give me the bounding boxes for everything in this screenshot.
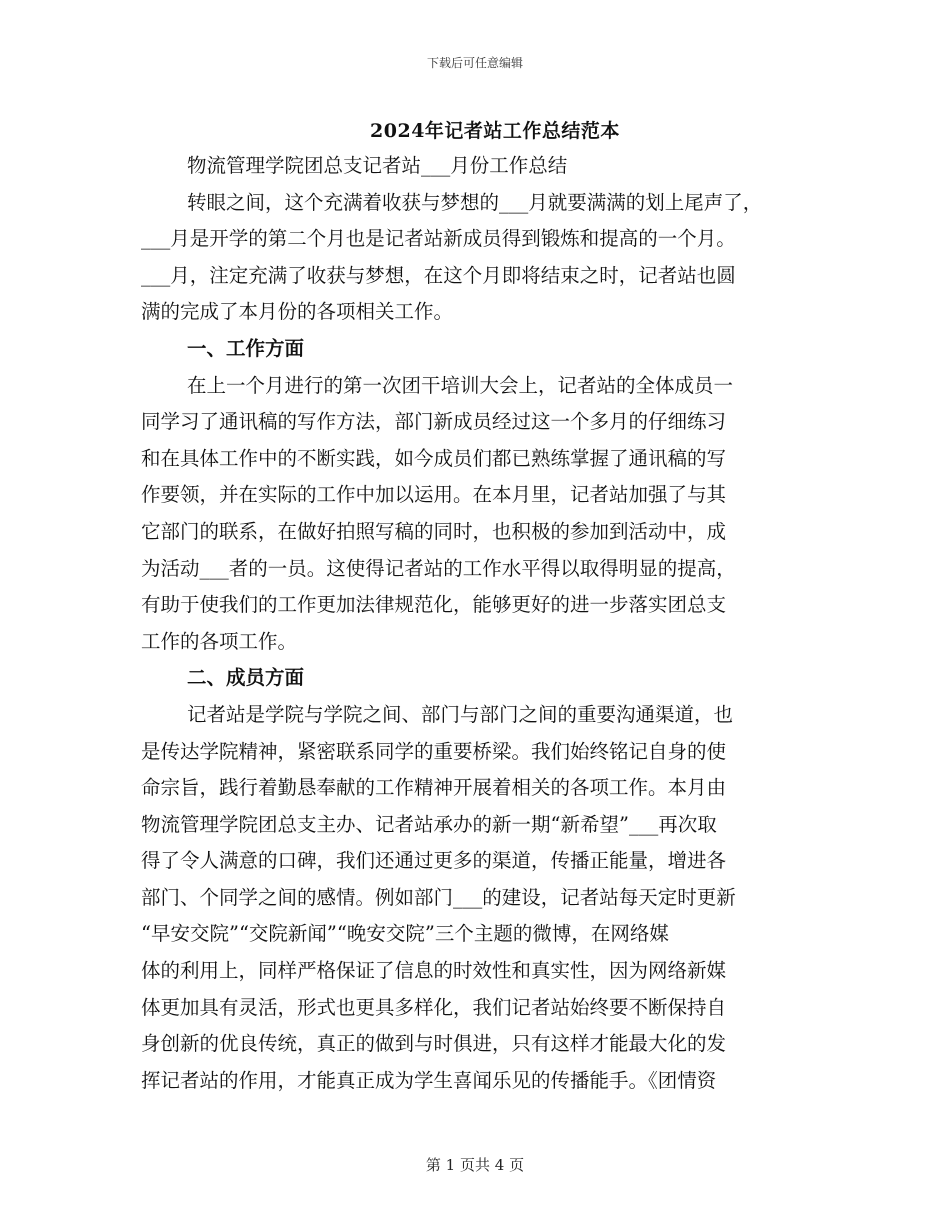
paragraph-line: 在上一个月进行的第一次团干培训大会上，记者站的全体成员一	[187, 373, 734, 397]
paragraph-line: 得了令人满意的口碑，我们还通过更多的渠道，传播正能量，增进各	[141, 849, 727, 873]
paragraph-line: 是传达学院精神，紧密联系同学的重要桥梁。我们始终铭记自身的使	[141, 739, 727, 763]
paragraph-line: 物流管理学院团总支主办、记者站承办的新一期“新希望”___再次取	[141, 812, 717, 836]
section-heading: 二、成员方面	[187, 666, 305, 690]
paragraph-line: 作要领，并在实际的工作中加以运用。在本月里，记者站加强了与其	[141, 483, 727, 507]
paragraph-line: 记者站是学院与学院之间、部门与部门之间的重要沟通渠道，也	[187, 702, 734, 726]
paragraph-line: 同学习了通讯稿的写作方法，部门新成员经过这一个多月的仔细练习	[141, 410, 727, 434]
paragraph-line: 为活动___者的一员。这使得记者站的工作水平得以取得明显的提高，	[141, 556, 736, 580]
paragraph-line: 体的利用上，同样严格保证了信息的时效性和真实性，因为网络新媒	[141, 959, 727, 983]
paragraph-line: 命宗旨，践行着勤恳奉献的工作精神开展着相关的各项工作。本月由	[141, 776, 727, 800]
paragraph-line: 有助于使我们的工作更加法律规范化，能够更好的进一步落实团总支	[141, 593, 727, 617]
paragraph-line: “早安交院”“交院新闻”“晚安交院”三个主题的微博，在网络媒	[141, 922, 669, 946]
paragraph-line: 满的完成了本月份的各项相关工作。	[141, 300, 454, 324]
paragraph-line: 工作的各项工作。	[141, 629, 298, 653]
paragraph-line: 身创新的优良传统，真正的做到与时俱进，只有这样才能最大化的发	[141, 1032, 727, 1056]
paragraph-line: ___月，注定充满了收获与梦想，在这个月即将结束之时，记者站也圆	[141, 263, 736, 287]
paragraph-line: 转眼之间，这个充满着收获与梦想的___月就要满满的划上尾声了，	[187, 190, 763, 214]
page-number: 第 1 页共 4 页	[425, 1156, 525, 1174]
document-title: 2024年记者站工作总结范本	[370, 120, 620, 142]
page-header-note: 下载后可任意编辑	[426, 56, 523, 70]
paragraph-line: 挥记者站的作用，才能真正成为学生喜闻乐见的传播能手。《团情资	[141, 1068, 717, 1092]
paragraph-line: ___月是开学的第二个月也是记者站新成员得到锻炼和提高的一个月。	[141, 227, 736, 251]
paragraph-line: 部门、个同学之间的感情。例如部门___的建设，记者站每天定时更新	[141, 885, 736, 909]
paragraph-line: 体更加具有灵活，形式也更具多样化，我们记者站始终要不断保持自	[141, 995, 727, 1019]
paragraph-line: 它部门的联系，在做好拍照写稿的同时，也积极的参加到活动中，成	[141, 519, 727, 543]
paragraph-line: 和在具体工作中的不断实践，如今成员们都已熟练掌握了通讯稿的写	[141, 446, 727, 470]
document-body	[141, 148, 813, 1099]
subtitle-line: 物流管理学院团总支记者站___月份工作总结	[187, 154, 568, 177]
section-heading: 一、工作方面	[187, 336, 305, 360]
